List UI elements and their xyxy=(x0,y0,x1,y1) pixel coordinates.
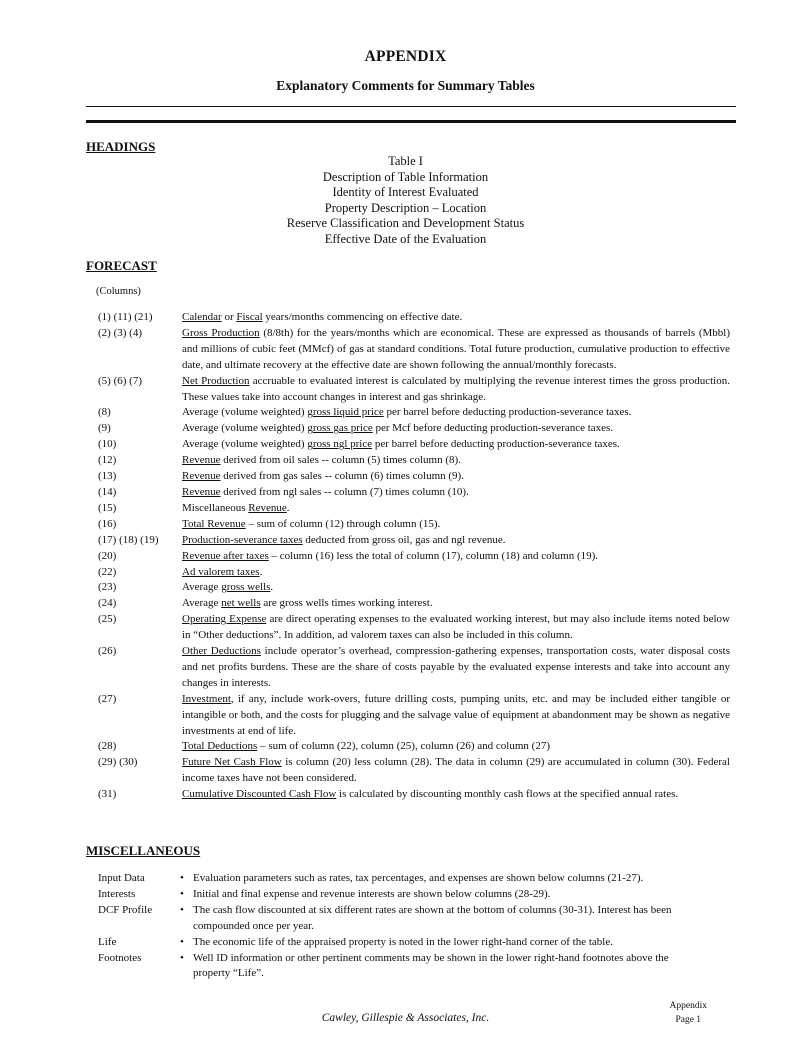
description-text: Average (volume weighted) xyxy=(182,422,308,435)
column-description xyxy=(182,469,730,485)
forecast-row xyxy=(98,644,730,692)
misc-text: The economic life of the appraised property is noted in the lower right-hand corner of the table. xyxy=(193,935,613,948)
headings-line: Effective Date of the Evaluation xyxy=(324,231,487,246)
headings-line: Identity of Interest Evaluated xyxy=(332,185,479,199)
misc-label: Footnotes xyxy=(98,951,142,964)
forecast-row xyxy=(98,596,730,612)
footer-company: Cawley, Gillespie & Associates, Inc. xyxy=(321,1012,490,1024)
bullet-icon: • xyxy=(180,872,184,884)
column-description xyxy=(182,374,730,406)
column-number: (17) (18) (19) xyxy=(98,533,159,546)
forecast-row xyxy=(98,421,730,437)
description-text: per barrel before deducting production-severance taxes. xyxy=(383,406,632,419)
description-text: deducted from gross oil, gas and ngl revenue. xyxy=(302,533,506,546)
headings-line: Table I xyxy=(388,154,423,168)
column-description xyxy=(182,612,730,644)
misc-label: Life xyxy=(98,935,117,948)
description-text: years/months commencing on effective date. xyxy=(262,311,463,323)
column-number: (20) xyxy=(98,549,117,562)
column-description xyxy=(182,739,730,755)
column-number: (15) xyxy=(98,501,117,514)
section-heading-headings: HEADINGS xyxy=(86,139,156,154)
column-number: (1) (11) (21) xyxy=(98,311,153,323)
column-number: (10) xyxy=(98,438,117,451)
misc-label: Input Data xyxy=(98,872,145,884)
description-text: are direct operating expenses to the evaluated working interest, but may also include items noted below in “Other deductions”. In addition, ad valorem taxes can also be included in this column. xyxy=(182,613,730,642)
forecast-row xyxy=(98,612,730,644)
description-text: accruable to evaluated interest is calculated by multiplying the revenue interest times the gross production. These values take into account changes in interest and gas shrinkage. xyxy=(182,374,730,403)
description-text: . xyxy=(259,565,263,578)
description-text: . xyxy=(270,581,274,594)
description-text: Miscellaneous xyxy=(182,501,249,514)
misc-label: DCF Profile xyxy=(98,903,153,916)
column-description xyxy=(182,755,730,787)
column-description xyxy=(182,405,730,421)
term-underlined: gross ngl price xyxy=(307,438,373,451)
description-text: Average (volume weighted) xyxy=(182,438,308,451)
column-number: (28) xyxy=(98,740,117,753)
term-underlined: Total Revenue xyxy=(182,517,246,530)
column-description xyxy=(182,437,730,453)
description-text: , if any, include work-overs, future drilling costs, pumping units, etc. and may be included either tangible or intangible or both, and the costs for plugging and the salvage value of equipment at abandonment may be shown as negative investments at end of life. xyxy=(182,692,730,737)
term-underlined: Revenue after taxes xyxy=(182,549,269,562)
forecast-row xyxy=(98,533,730,549)
column-number: (23) xyxy=(98,581,117,594)
term-underlined: Fiscal xyxy=(236,311,263,323)
section-heading-miscellaneous: MISCELLANEOUS xyxy=(86,843,201,858)
forecast-row xyxy=(98,565,730,581)
column-number: (12) xyxy=(98,454,117,467)
column-description xyxy=(182,596,730,612)
forecast-row xyxy=(98,692,730,740)
column-number: (14) xyxy=(98,485,117,498)
columns-note: (Columns) xyxy=(96,286,141,297)
column-number: (5) (6) (7) xyxy=(98,374,142,387)
column-description xyxy=(182,485,730,501)
term-underlined: Revenue xyxy=(248,501,287,514)
description-text: Average xyxy=(182,581,222,594)
misc-row xyxy=(98,887,708,903)
column-number: (26) xyxy=(98,645,117,658)
forecast-row xyxy=(98,374,730,406)
misc-row xyxy=(98,935,708,951)
description-text: per Mcf before deducting production-severance taxes. xyxy=(372,422,614,435)
column-number: (13) xyxy=(98,470,117,483)
term-underlined: Ad valorem taxes xyxy=(182,565,260,578)
term-underlined: Revenue xyxy=(182,454,221,467)
column-description xyxy=(182,549,730,565)
forecast-row xyxy=(98,485,730,501)
forecast-row xyxy=(98,469,730,485)
description-text: are gross wells times working interest. xyxy=(260,597,433,610)
description-text: include operator’s overhead, compression-gathering expenses, transportation costs, water disposal costs and net profits burdens. These are the share of costs payable by the evaluated expense interests and take into account any changes in interests. xyxy=(182,645,730,689)
description-text: is calculated by discounting monthly cash flows at the specified annual rates. xyxy=(336,788,679,801)
misc-row xyxy=(98,871,708,887)
term-underlined: Other Deductions xyxy=(182,645,261,658)
misc-row xyxy=(98,903,708,935)
misc-text: Evaluation parameters such as rates, tax percentages, and expenses are shown below columns (21-27). xyxy=(193,872,644,884)
footer-page: Page 1 xyxy=(675,1015,702,1025)
forecast-row xyxy=(98,517,730,533)
forecast-row xyxy=(98,739,730,755)
forecast-row xyxy=(98,787,730,803)
misc-text: Initial and final expense and revenue interests are shown below columns (28-29). xyxy=(193,887,551,900)
column-description xyxy=(182,517,730,533)
footer-page-info xyxy=(670,999,707,1027)
term-underlined: Future Net Cash Flow xyxy=(182,756,282,769)
term-underlined: Gross Production xyxy=(182,326,260,339)
description-text: . xyxy=(286,501,290,514)
forecast-row xyxy=(98,549,730,565)
term-underlined: gross liquid price xyxy=(307,406,384,419)
description-text: – column (16) less the total of column (17), column (18) and column (19). xyxy=(268,549,599,562)
column-description xyxy=(182,644,730,692)
headings-line: Description of Table Information xyxy=(322,169,489,184)
divider-thick xyxy=(86,120,736,123)
column-description xyxy=(182,501,730,517)
misc-label: Interests xyxy=(98,887,136,900)
forecast-row xyxy=(98,755,730,787)
description-text: – sum of column (22), column (25), column (26) and column (27) xyxy=(257,740,550,753)
bullet-icon: • xyxy=(180,903,184,916)
term-underlined: gross gas price xyxy=(307,422,373,435)
description-text: (8/8th) for the years/months which are economical. These are expressed as thousands of barrels (Mbbl) and millions of cubic feet (MMcf) of gas at standard conditions. Total future production, cumulative production to effective date, and ultimate recovery at the effective date are shown following the annual/monthly forecasts. xyxy=(182,326,730,371)
description-text: Average (volume weighted) xyxy=(182,406,308,419)
column-description xyxy=(182,692,730,740)
forecast-row xyxy=(98,580,730,596)
term-underlined: Revenue xyxy=(182,470,221,483)
bullet-icon: • xyxy=(180,887,184,900)
column-number: (29) (30) xyxy=(98,756,138,769)
term-underlined: Operating Expense xyxy=(182,613,267,626)
column-number: (22) xyxy=(98,565,117,578)
term-underlined: Revenue xyxy=(182,485,221,498)
description-text: – sum of column (12) through column (15). xyxy=(245,517,441,530)
term-underlined: Cumulative Discounted Cash Flow xyxy=(182,788,337,801)
column-number: (2) (3) (4) xyxy=(98,326,142,339)
column-description xyxy=(182,453,730,469)
column-number: (27) xyxy=(98,692,117,705)
column-description xyxy=(182,326,730,374)
column-number: (9) xyxy=(98,422,111,435)
forecast-row xyxy=(98,437,730,453)
forecast-row xyxy=(98,326,730,374)
term-underlined: Calendar xyxy=(182,311,222,323)
headings-line: Reserve Classification and Development Status xyxy=(286,216,525,230)
forecast-list xyxy=(98,310,730,803)
divider-thin xyxy=(86,106,736,107)
description-text: derived from oil sales -- column (5) times column (8). xyxy=(220,454,461,467)
description-text: derived from ngl sales -- column (7) times column (10). xyxy=(220,485,469,498)
column-number: (24) xyxy=(98,597,117,610)
description-text: Average xyxy=(182,597,222,610)
headings-line: Property Description – Location xyxy=(324,200,487,215)
term-underlined: net wells xyxy=(221,597,261,610)
footer-section: Appendix xyxy=(669,1001,707,1011)
misc-row xyxy=(98,951,708,983)
column-number: (31) xyxy=(98,788,117,801)
term-underlined: Net Production xyxy=(182,374,250,387)
headings-lines xyxy=(0,154,811,247)
column-description xyxy=(182,787,730,803)
description-text: per barrel before deducting production-severance taxes. xyxy=(372,438,620,451)
page-title: APPENDIX xyxy=(364,48,447,65)
term-underlined: Production-severance taxes xyxy=(182,533,303,546)
description-text: or xyxy=(221,311,237,323)
bullet-icon: • xyxy=(180,935,184,948)
forecast-row xyxy=(98,453,730,469)
term-underlined: Investment xyxy=(182,692,231,705)
forecast-row xyxy=(98,310,730,326)
column-description xyxy=(182,533,730,549)
column-number: (25) xyxy=(98,613,117,626)
column-description xyxy=(182,580,730,596)
column-description xyxy=(182,421,730,437)
term-underlined: gross wells xyxy=(221,581,271,594)
forecast-row xyxy=(98,501,730,517)
section-heading-forecast: FORECAST xyxy=(86,258,157,273)
column-number: (8) xyxy=(98,406,111,419)
bullet-icon: • xyxy=(180,951,184,964)
page-subtitle: Explanatory Comments for Summary Tables xyxy=(276,78,535,93)
misc-text: Well ID information or other pertinent comments may be shown in the lower right-hand footnotes above the property “Life”. xyxy=(193,951,669,980)
column-description xyxy=(182,565,730,581)
misc-list xyxy=(98,871,708,982)
term-underlined: Total Deductions xyxy=(182,740,258,753)
description-text: is column (20) less column (28). The data in column (29) are accumulated in column (30). Federal income taxes have not been considered. xyxy=(182,756,730,785)
description-text: derived from gas sales -- column (6) times column (9). xyxy=(220,470,464,483)
misc-text: The cash flow discounted at six different rates are shown at the bottom of columns (30-31). Interest has been compounded once per year. xyxy=(193,903,672,932)
forecast-row xyxy=(98,405,730,421)
column-number: (16) xyxy=(98,517,117,530)
column-description xyxy=(182,310,730,326)
